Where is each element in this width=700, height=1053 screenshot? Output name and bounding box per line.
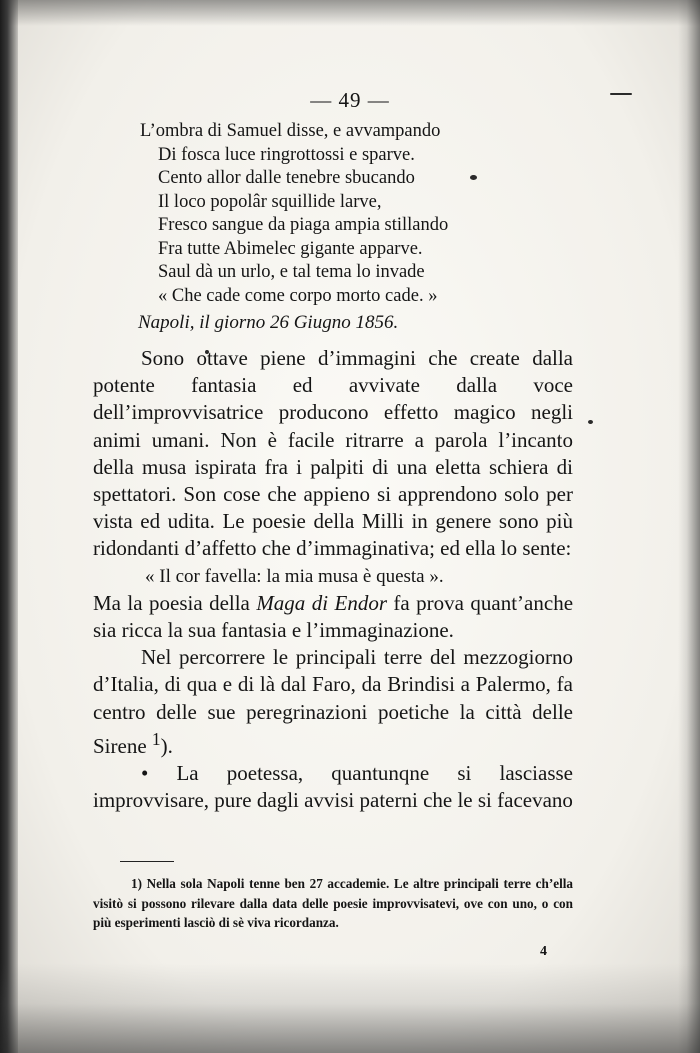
paragraph-text: Ma la poesia della [93, 590, 257, 615]
page-edge-shadow-left [0, 0, 18, 1053]
poem-line: Fra tutte Abimelec gigante apparve. [158, 238, 423, 259]
paragraph: • La poetessa, quantunqne si lasciasse improvvisare, pure dagli avvisi paterni che le si facevano [93, 761, 573, 813]
footnote-rule [120, 861, 174, 862]
italic-title: Maga di Endor [256, 590, 387, 615]
poem-line: L’ombra di Samuel disse, e avvampando [140, 121, 441, 141]
page-edge-shadow-top [0, 0, 700, 26]
paragraph: Sono ottave piene d’immagini che create dalla potente fantasia ed avvivate dalla voce dell’improvvisatrice producono effetto magico negli animi umani. Non è facile ritrarre a parola l’incanto della musa ispirata fra i palpiti di una eletta schiera di spettatori. Son cose che appieno si apprendono solo per vista ed udita. Le poesie della Milli in genere sono più ridondanti d’affetto che d’immaginativa; ed ella lo sente: [93, 346, 573, 561]
quotation: « Il cor favella: la mia musa è questa ». [145, 565, 444, 587]
footnote: 1) Nella sola Napoli tenne ben 27 accademie. Le altre principali terre ch’ella visitò si possono rilevare dalla data delle poesie improvvisatevi, ove con uno, o con più esperimenti lasciò di sè viva ricordanza. [93, 876, 573, 930]
body-text [93, 345, 573, 814]
poem-line: Cento allor dalle tenebre sbucando [158, 168, 415, 188]
poem-line: Fresco sangue da piaga ampia stillando [158, 215, 449, 235]
paragraph [93, 644, 573, 760]
paragraph [93, 590, 573, 644]
poem-stanza [140, 120, 600, 308]
poem-date-signature: Napoli, il giorno 26 Giugno 1856. [138, 312, 399, 333]
printer-signature-mark: 4 [540, 944, 547, 959]
poem-line: Di fosca luce ringrottossi e sparve. [158, 144, 415, 165]
page-edge-shadow-bottom [0, 963, 700, 1053]
poem-line: Il loco popolâr squillide larve, [158, 191, 382, 212]
poem-line: Saul dà un urlo, e tal tema lo invade [158, 262, 425, 282]
poem-line: « Che cade come corpo morto cade. » [158, 285, 438, 306]
paragraph-text: ). [160, 733, 173, 758]
footnote-reference: 1 [151, 728, 161, 749]
paragraph-text: fa prova quant’anche sia ricca la sua fantasia e l’immaginazione. [93, 590, 574, 643]
footnotes [93, 874, 573, 933]
page-edge-shadow-right [678, 0, 700, 1053]
paragraph-text: Nel percorrere le principali terre del mezzogiorno d’Italia, di qua e di là dal Faro, da Brindisi a Palermo, fa centro delle sue peregrinazioni poetiche la città delle Sirene [93, 645, 573, 758]
ink-speck [588, 420, 593, 424]
page-number: — 49 — [310, 88, 390, 112]
